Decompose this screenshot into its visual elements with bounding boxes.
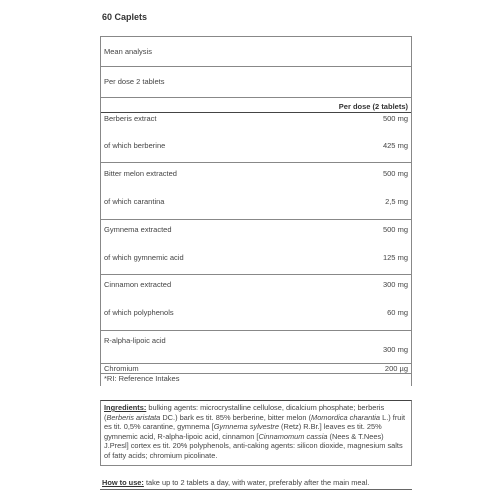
ingredients-latin-name: Cinnamomum cassia — [258, 431, 328, 441]
ingredients-latin-name: Berberis aristata — [106, 412, 161, 422]
mean-analysis-label: Mean analysis — [104, 47, 152, 56]
footnote: *RI: Reference Intakes — [104, 374, 180, 383]
table-row-value: 425 mg — [382, 141, 408, 150]
table-row-label: Gymnema extracted — [104, 225, 172, 234]
table-row-label: Bitter melon extracted — [104, 169, 177, 178]
table-row-value: 300 mg — [382, 280, 408, 289]
table-row-label: of which berberine — [104, 141, 166, 150]
table-row-label: Chromium — [104, 364, 139, 373]
row-divider — [101, 274, 411, 275]
table-row-value: 60 mg — [387, 308, 408, 317]
table-row-label: of which gymnemic acid — [104, 253, 184, 262]
table-row-value: 125 mg — [382, 253, 408, 262]
table-row-label: of which polyphenols — [104, 308, 174, 317]
table-row-value: 500 mg — [382, 114, 408, 123]
table-row-label: R-alpha-lipoic acid — [104, 336, 166, 345]
ingredients-heading: Ingredients: — [104, 403, 147, 412]
per-dose-label: Per dose 2 tablets — [104, 77, 165, 86]
label-panel — [100, 0, 412, 500]
table-row-value: 200 µg — [384, 364, 408, 373]
how-to-use-heading: How to use: — [102, 478, 144, 487]
table-row-value: 300 mg — [382, 345, 408, 354]
ingredients-latin-name: Gymnema sylvestre — [213, 422, 279, 432]
nutrition-table — [100, 97, 412, 386]
ingredients-part: (Retz) R.Br.] leaves es tit. 25% gymnemic acid, R-alpha-lipoic acid, cinnamon [ — [104, 422, 382, 441]
ingredients-latin-name: Momordica charantia — [311, 412, 381, 422]
ingredients-part: (Nees & T.Nees) J.Presl] cortex es tit. 20% polyphenols, anti-caking agents: silicon dioxide, magnesium salts of fatty acids; chromium picolinate. — [104, 431, 403, 460]
table-row-value: 500 mg — [382, 169, 408, 178]
table-row-value: 2,5 mg — [385, 197, 408, 206]
bottom-divider — [100, 489, 412, 490]
ingredients-part: DC.) bark es tit. 85% berberine, bitter melon ( — [160, 412, 312, 422]
table-row-label: Cinnamon extracted — [104, 280, 172, 289]
table-row-label: of which carantina — [104, 197, 165, 206]
row-divider — [101, 219, 411, 220]
row-divider — [101, 162, 411, 163]
row-divider — [101, 363, 411, 364]
table-row-value: 500 mg — [382, 225, 408, 234]
row-divider — [101, 330, 411, 331]
header-divider — [101, 112, 411, 113]
how-to-use-text: take up to 2 tablets a day, with water, preferably after the main meal. — [143, 478, 370, 487]
ingredients-part: bulking agents: microcrystalline cellulose, dicalcium phosphate; berberis ( — [104, 403, 385, 422]
ingredients-box — [100, 400, 412, 466]
table-row-label: Berberis extract — [104, 114, 157, 123]
column-header: Per dose (2 tablets) — [338, 102, 408, 111]
product-count-title: 60 Caplets — [102, 12, 148, 22]
ingredients-text — [104, 403, 408, 461]
ingredients-part: L.) fruit es tit. 0,5% carantine, gymnema [ — [104, 412, 406, 432]
per-dose-box — [100, 66, 412, 98]
mean-analysis-box — [100, 36, 412, 67]
how-to-use — [102, 478, 369, 487]
